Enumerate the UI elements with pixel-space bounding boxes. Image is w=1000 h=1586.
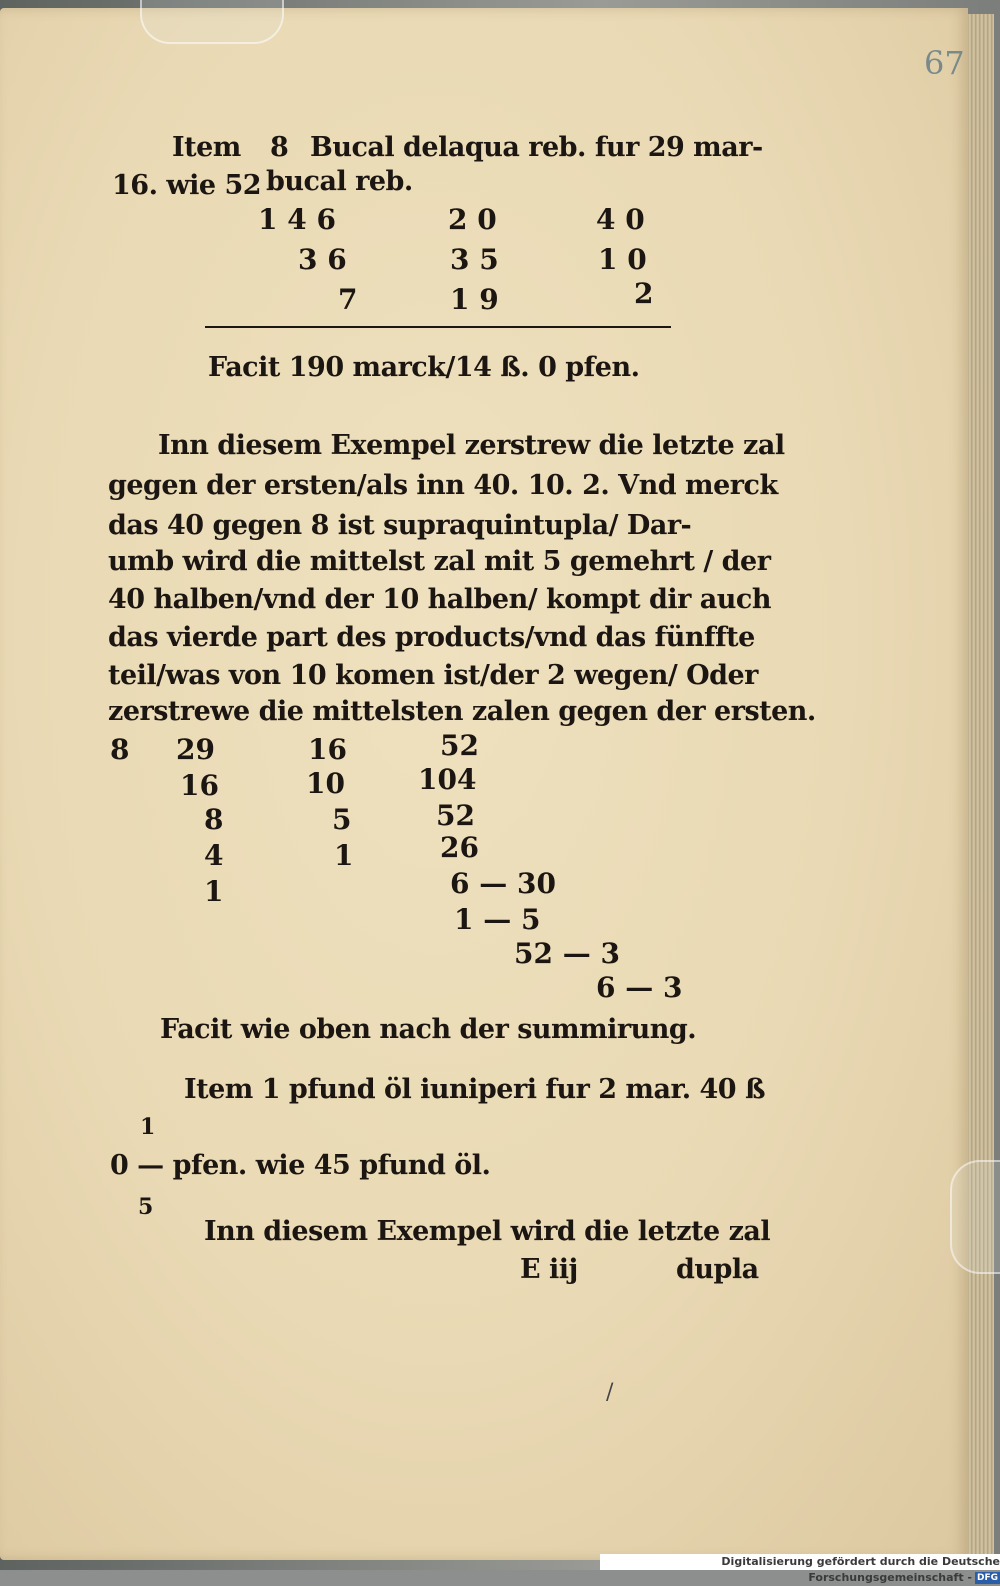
explanation-line: das 40 gegen 8 ist supraquintupla/ Dar- — [108, 510, 692, 541]
calc-col1: 16 — [180, 769, 219, 802]
problem1-line2-prefix: 16. wie 52 — [112, 170, 262, 201]
calc-col1: 8 — [110, 733, 130, 766]
problem2-line2: 0 — pfen. wie 45 pfund öl. — [110, 1150, 491, 1181]
calc-col1: 8 — [204, 803, 224, 836]
summary-line: Facit wie oben nach der summirung. — [160, 1014, 697, 1045]
explanation-line: Inn diesem Exempel zerstrew die letzte zal — [158, 430, 785, 461]
table-r2-c3: 1 0 — [598, 243, 647, 276]
page-number: 67 — [924, 44, 965, 82]
calc-col3: 26 — [440, 831, 479, 864]
table-r3-c1: 7 — [338, 283, 358, 316]
catchword: dupla — [676, 1254, 759, 1285]
calc-col2: 1 — [334, 839, 354, 872]
table-r3-c3: 2 — [634, 277, 654, 310]
explanation-line: gegen der ersten/als inn 40. 10. 2. Vnd merck — [108, 470, 778, 501]
pencil-mark: / — [606, 1380, 614, 1405]
problem1-line1-rest: Bucal delaqua reb. fur 29 mar- — [310, 132, 763, 163]
calc-step: 6 — 30 — [450, 867, 556, 900]
signature-mark: E iij — [520, 1254, 578, 1285]
calc-col3: 52 — [440, 729, 479, 762]
calc-col3: 104 — [418, 763, 477, 796]
calc-step: 52 — 3 — [514, 937, 620, 970]
calc-step: 1 — 5 — [454, 903, 541, 936]
problem1-line2-rest: bucal reb. — [266, 166, 413, 197]
calc-col2: 5 — [332, 803, 352, 836]
sum-rule — [205, 326, 671, 328]
explanation-line: teil/was von 10 komen ist/der 2 wegen/ Oder — [108, 660, 758, 691]
explanation-line: zerstrewe die mittelsten zalen gegen der ersten. — [108, 696, 816, 727]
explanation-line: 40 halben/vnd der 10 halben/ kompt dir auch — [108, 584, 771, 615]
problem1-n1: 8 — [270, 132, 289, 163]
table-r1-c2: 2 0 — [448, 203, 497, 236]
digitization-footer — [600, 1554, 1000, 1584]
calc-col1: 4 — [204, 839, 224, 872]
table-r1-c3: 4 0 — [596, 203, 645, 236]
table-r3-c2: 1 9 — [450, 283, 499, 316]
calc-col1b: 29 — [176, 733, 215, 766]
clip-right — [950, 1160, 1000, 1274]
explanation-line: umb wird die mittelst zal mit 5 gemehrt / der — [108, 546, 771, 577]
clip-top — [140, 0, 284, 44]
calc-col3: 52 — [436, 799, 475, 832]
fraction-bottom: 5 — [138, 1194, 154, 1220]
problem2-line1: Item 1 pfund öl iuniperi fur 2 mar. 40 ß — [184, 1074, 766, 1105]
table-r2-c1: 3 6 — [298, 243, 347, 276]
closing-line: Inn diesem Exempel wird die letzte zal — [204, 1216, 771, 1247]
book-page — [0, 8, 968, 1560]
calc-col2: 16 — [308, 733, 347, 766]
calc-col1: 1 — [204, 875, 224, 908]
calc-step: 6 — 3 — [596, 971, 683, 1004]
explanation-line: das vierde part des products/vnd das fünffte — [108, 622, 755, 653]
problem1-item: Item — [172, 132, 241, 163]
table-r1-c1: 1 4 6 — [258, 203, 336, 236]
footer-text: Digitalisierung gefördert durch die Deutsche Forschungsgemeinschaft - — [721, 1555, 1000, 1584]
page-edges — [968, 14, 994, 1554]
calc-col2: 10 — [306, 767, 345, 800]
dfg-logo: DFG — [976, 1573, 998, 1583]
table-r2-c2: 3 5 — [450, 243, 499, 276]
fraction-top: 1 — [140, 1114, 156, 1140]
problem1-result: Facit 190 marck/14 ß. 0 pfen. — [208, 352, 640, 383]
